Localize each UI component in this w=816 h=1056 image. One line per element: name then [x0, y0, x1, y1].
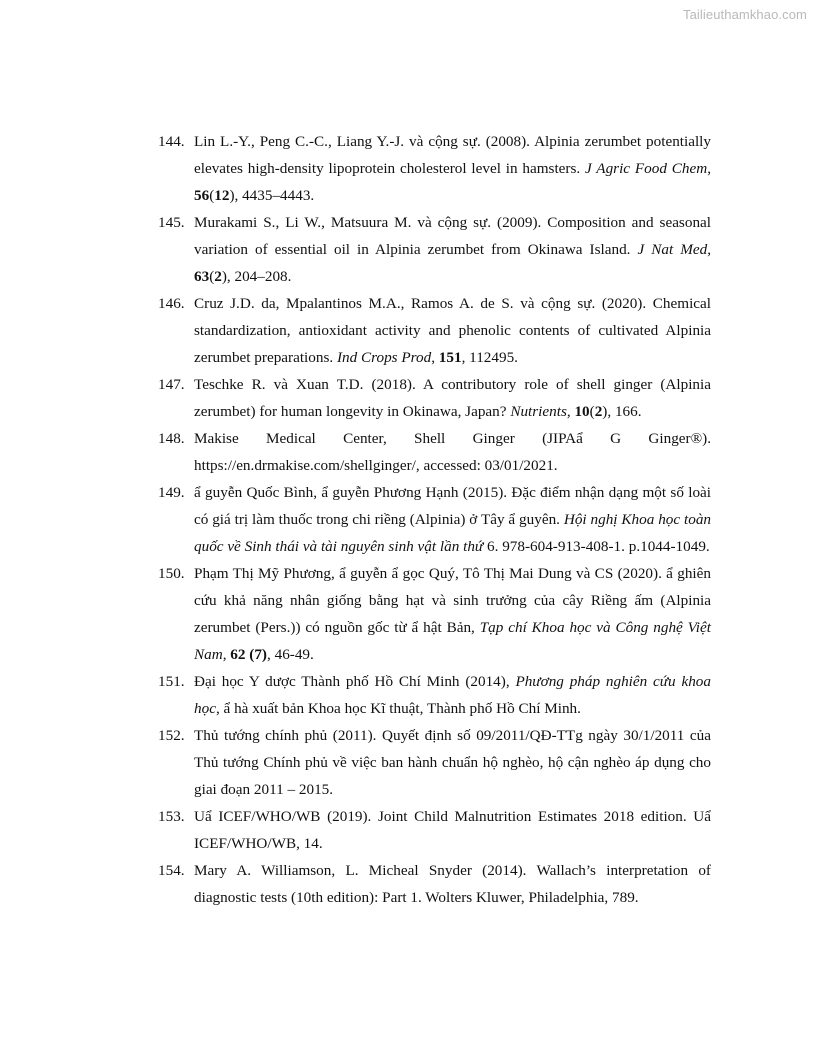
reference-text — [194, 371, 711, 425]
reference-segment: Uẩ ICEF/WHO/WB (2019). Joint Child Malnutrition Estimates 2018 edition. Uẩ ICEF/WHO/WB, 14. — [194, 808, 711, 852]
reference-item — [158, 371, 711, 425]
volume-number: 12 — [214, 187, 230, 204]
reference-segment: ẩ guyễn Quốc Bình, ẩ guyễn Phương Hạnh (2015). Đặc điểm nhận dạng một số loài có giá trị làm thuốc trong chi riềng (Alpinia) ở Tây ẩ guyên. — [194, 484, 711, 528]
reference-item — [158, 425, 711, 479]
reference-text — [194, 722, 711, 803]
journal-title: Nutrients — [510, 403, 567, 420]
volume-number: 63 — [194, 268, 210, 285]
reference-number: 154. — [158, 862, 185, 879]
reference-segment: , 112495. — [461, 349, 518, 366]
reference-item — [158, 479, 711, 560]
reference-segment: Cruz J.D. da, Mpalantinos M.A., Ramos A. de S. và cộng sự. (2020). Chemical standardization, antioxidant activity and phenolic contents of cultivated Alpinia zerumbet preparations. — [194, 295, 711, 366]
reference-item — [158, 857, 711, 911]
reference-segment: ), 4435–4443. — [229, 187, 315, 204]
reference-segment: , ẩ hà xuất bản Khoa học Kĩ thuật, Thành phố Hồ Chí Minh. — [215, 700, 581, 717]
reference-item — [158, 128, 711, 209]
reference-segment: Thủ tướng chính phủ (2011). Quyết định số 09/2011/QĐ-TTg ngày 30/1/2011 của Thủ tướng Chính phủ về việc ban hành chuẩn hộ nghèo, hộ cận nghèo áp dụng cho giai đoạn 2011 – 2015. — [194, 727, 711, 798]
reference-segment: ), 204–208. — [221, 268, 292, 285]
reference-segment: , — [222, 646, 231, 663]
reference-item — [158, 209, 711, 290]
reference-segment: Đại học Y dược Thành phố Hồ Chí Minh (2014), — [194, 673, 516, 690]
watermark: Tailieuthamkhao.com — [682, 7, 807, 22]
reference-item — [158, 803, 711, 857]
reference-number: 152. — [158, 727, 185, 744]
reference-text — [194, 668, 711, 722]
journal-title: Tạp chí Khoa học và Công nghệ Việt Nam — [194, 619, 711, 663]
reference-item — [158, 668, 711, 722]
reference-segment: ), 166. — [602, 403, 642, 420]
reference-segment: , — [707, 160, 711, 177]
volume-number: 62 (7) — [230, 646, 267, 663]
reference-segment: , — [431, 349, 439, 366]
reference-segment: ( — [589, 403, 595, 420]
reference-segment: Phạm Thị Mỹ Phương, ẩ guyễn ẩ gọc Quý, Tô Thị Mai Dung và CS (2020). ẩ ghiên cứu khả năng nhân giống bằng hạt và sinh trưởng của cây Riềng ấm (Alpinia zerumbet (Pers.)) có nguồn gốc từ ẩ hật Bản, — [194, 565, 711, 636]
reference-segment: Makise Medical Center, Shell Ginger (JIPAẩ G Ginger®). https://en.drmakise.com/shellginger/, accessed: 03/01/2021. — [194, 430, 711, 474]
reference-number: 150. — [158, 565, 185, 582]
reference-number: 153. — [158, 808, 185, 825]
reference-list — [158, 128, 711, 911]
journal-title: Hội nghị Khoa học toàn quốc về Sinh thái và tài nguyên sinh vật lần thứ — [194, 511, 712, 555]
reference-number: 147. — [158, 376, 185, 393]
volume-number: 151 — [438, 349, 462, 366]
volume-number: 10 — [574, 403, 590, 420]
reference-text — [194, 290, 711, 371]
journal-title: J Agric Food Chem — [585, 160, 708, 177]
reference-segment: 6. 978-604-913-408-1. p.1044-1049. — [483, 538, 710, 555]
reference-text — [194, 425, 711, 479]
volume-number: 56 — [194, 187, 210, 204]
journal-title: Ind Crops Prod — [336, 349, 432, 366]
reference-segment: Lin L.-Y., Peng C.-C., Liang Y.-J. và cộng sự. (2008). Alpinia zerumbet potentially elevates high-density lipoprotein cholesterol level in hamsters. — [194, 133, 711, 177]
reference-segment: Murakami S., Li W., Matsuura M. và cộng sự. (2009). Composition and seasonal variation of essential oil in Alpinia zerumbet from Okinawa Island. — [194, 214, 711, 258]
reference-text — [194, 209, 711, 290]
reference-number: 151. — [158, 673, 185, 690]
reference-text — [194, 803, 711, 857]
reference-item — [158, 290, 711, 371]
volume-number: 2 — [214, 268, 222, 285]
reference-text — [194, 857, 711, 911]
reference-text — [194, 128, 711, 209]
journal-title: Phương pháp nghiên cứu khoa học — [194, 673, 711, 717]
reference-number: 144. — [158, 133, 185, 150]
reference-segment: Mary A. Williamson, L. Micheal Snyder (2014). Wallach’s interpretation of diagnostic tests (10th edition): Part 1. Wolters Kluwer, Philadelphia, 789. — [194, 862, 711, 906]
reference-item — [158, 560, 711, 668]
reference-segment: , — [707, 241, 711, 258]
volume-number: 2 — [594, 403, 603, 420]
reference-item — [158, 722, 711, 803]
reference-segment: , 46-49. — [267, 646, 314, 663]
reference-number: 146. — [158, 295, 185, 312]
reference-number: 145. — [158, 214, 185, 231]
reference-segment: Teschke R. và Xuan T.D. (2018). A contributory role of shell ginger (Alpinia zerumbet) for human longevity in Okinawa, Japan? — [194, 376, 711, 420]
reference-number: 149. — [158, 484, 185, 501]
reference-text — [194, 479, 711, 560]
reference-text — [194, 560, 711, 668]
reference-segment: ( — [209, 187, 215, 204]
reference-segment: , — [566, 403, 575, 420]
reference-segment: ( — [209, 268, 215, 285]
journal-title: J Nat Med — [637, 241, 708, 258]
reference-number: 148. — [158, 430, 185, 447]
